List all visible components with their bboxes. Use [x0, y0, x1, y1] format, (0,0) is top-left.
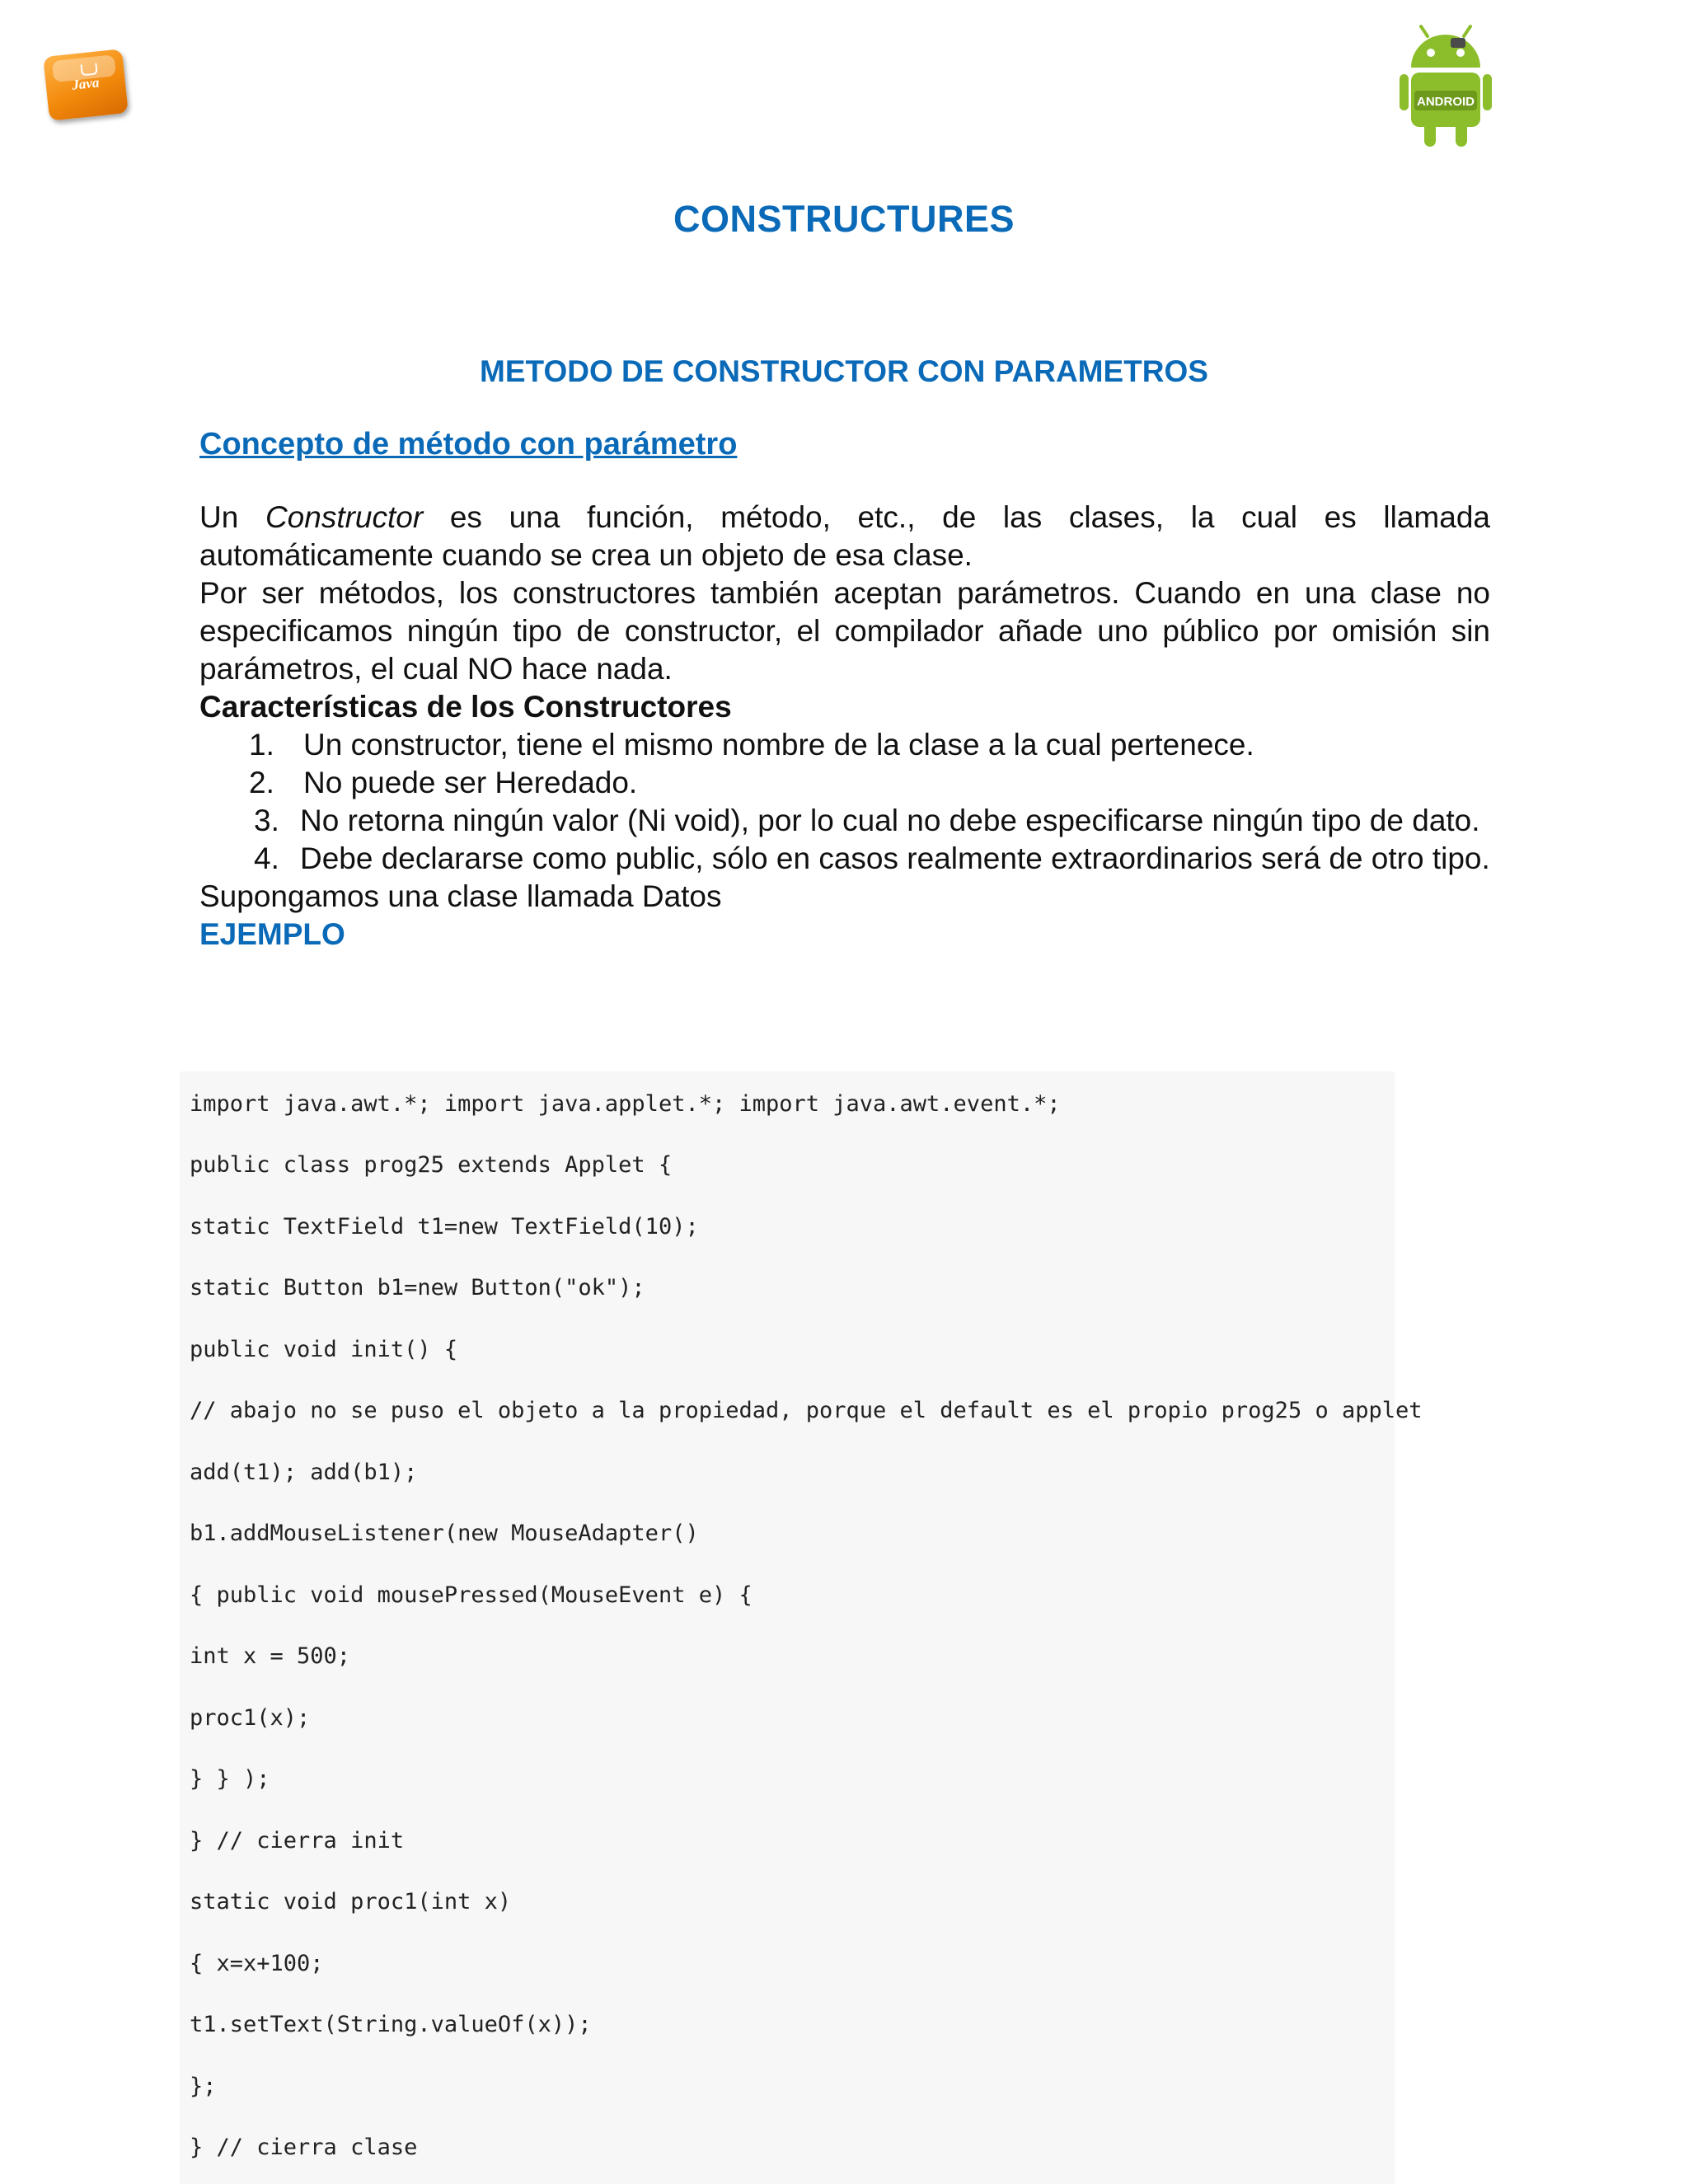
code-line: } // cierra clase — [190, 2135, 418, 2160]
java-logo-text: Java — [71, 74, 101, 93]
list-item-text: Debe declararse como public, sólo en casos realmente extraordinarios será de otro tipo. — [300, 841, 1490, 875]
android-logo-icon — [1400, 25, 1492, 148]
characteristics-list — [199, 726, 1490, 878]
list-item — [199, 802, 1490, 840]
characteristics-heading: Características de los Constructores — [199, 690, 732, 724]
section-subtitle: METODO DE CONSTRUCTOR CON PARAMETROS — [480, 354, 1208, 388]
code-line: }; — [190, 2074, 217, 2099]
list-item-text: No retorna ningún valor (Ni void), por lo cual no debe especificarse ningún tipo de dato. — [300, 804, 1480, 837]
code-line: static void proc1(int x) — [190, 1889, 512, 1915]
concept-heading: Concepto de método con parámetro — [199, 427, 738, 462]
intro-suffix: es una función, método, etc., de las clases, la cual es llamada automáticamente cuando se crea un objeto de esa clase. — [199, 500, 1490, 572]
list-item-text: Un constructor, tiene el mismo nombre de la clase a la cual pertenece. — [303, 728, 1254, 762]
code-line: b1.addMouseListener(new MouseAdapter() — [190, 1521, 699, 1546]
intro-prefix: Un — [199, 500, 265, 534]
android-logo-text: ANDROID — [1417, 95, 1475, 109]
list-item-number: 1. — [249, 728, 274, 762]
code-line: { x=x+100; — [190, 1951, 324, 1976]
suppose-text: Supongamos una clase llamada Datos — [199, 879, 722, 913]
list-item — [199, 726, 1490, 764]
list-item-number: 3. — [254, 804, 279, 837]
constructor-paragraph: Por ser métodos, los constructores también aceptan parámetros. Cuando en una clase no especificamos ningún tipo de constructor, el compilador añade uno público por omisión sin parámetros, el cual NO hace nada. — [199, 576, 1490, 686]
intro-paragraph — [199, 499, 1490, 574]
code-line: public void init() { — [190, 1337, 458, 1362]
code-line: int x = 500; — [190, 1643, 351, 1669]
page-title: CONSTRUCTURES — [673, 198, 1015, 240]
code-line: static Button b1=new Button("ok"); — [190, 1275, 645, 1301]
code-line: t1.setText(String.valueOf(x)); — [190, 2012, 592, 2037]
code-line: add(t1); add(b1); — [190, 1460, 418, 1485]
code-line: { public void mousePressed(MouseEvent e) { — [190, 1582, 753, 1608]
code-line: import java.awt.*; import java.applet.*; import java.awt.event.*; — [190, 1091, 1061, 1117]
code-line: // abajo no se puso el objeto a la propiedad, porque el default es el propio prog25 o applet — [190, 1398, 1423, 1423]
code-line: proc1(x); — [190, 1705, 311, 1731]
intro-italic-word: Constructor — [265, 500, 424, 534]
body-text — [199, 499, 1490, 954]
code-line: } } ); — [190, 1766, 270, 1792]
list-item-number: 4. — [254, 841, 279, 875]
example-label: EJEMPLO — [199, 917, 345, 951]
code-line: public class prog25 extends Applet { — [190, 1152, 673, 1178]
list-item-text: No puede ser Heredado. — [303, 766, 638, 799]
code-line: static TextField t1=new TextField(10); — [190, 1214, 699, 1240]
java-logo-icon — [43, 49, 129, 121]
list-item-number: 2. — [249, 766, 274, 799]
list-item — [199, 840, 1490, 878]
list-item — [199, 764, 1490, 802]
code-block — [180, 1071, 1423, 2184]
code-line: } // cierra init — [190, 1828, 405, 1854]
